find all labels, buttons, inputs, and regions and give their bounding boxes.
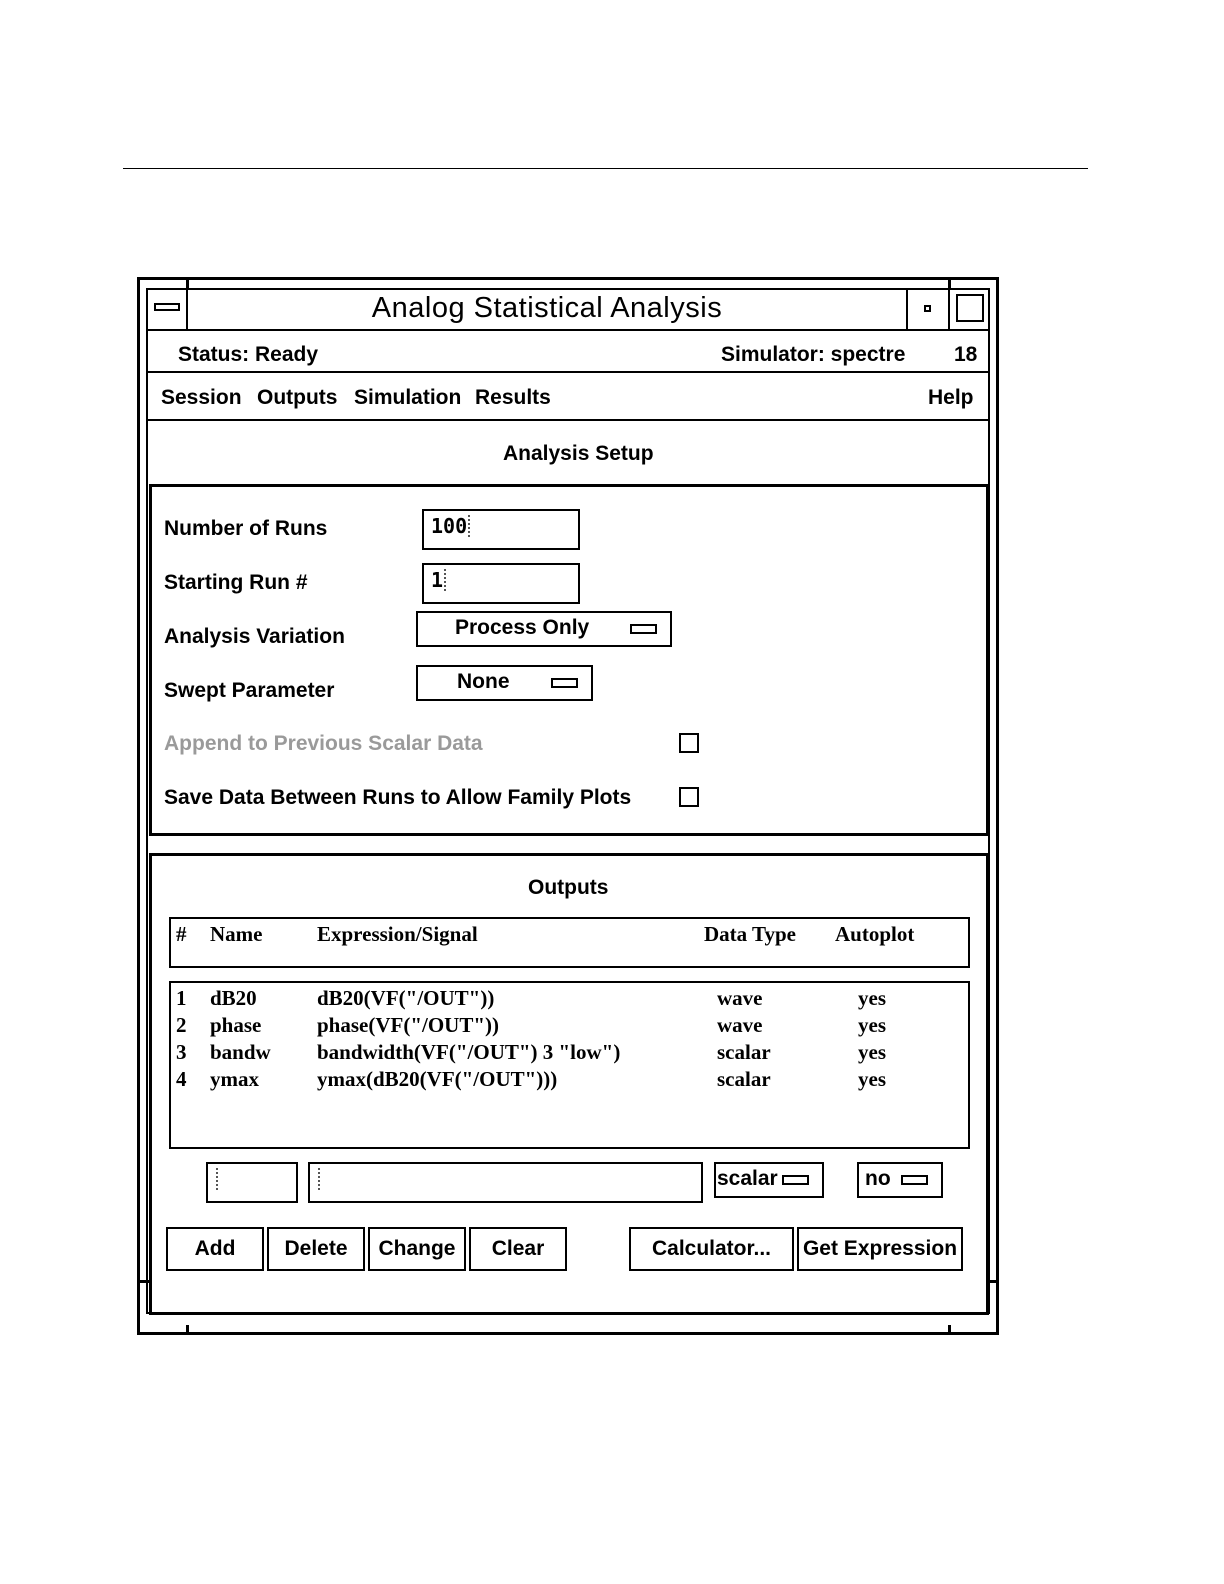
row-data-type: scalar	[717, 1040, 771, 1064]
row-autoplot: yes	[858, 1040, 886, 1064]
change-button[interactable]: Change	[368, 1227, 466, 1271]
number-of-runs-value: 100	[431, 514, 468, 538]
output-expression-input[interactable]	[308, 1162, 703, 1203]
frame-tick	[186, 1325, 189, 1335]
row-num: 3	[176, 1040, 187, 1064]
delete-button[interactable]: Delete	[267, 1227, 365, 1271]
column-header-autoplot: Autoplot	[835, 922, 915, 946]
row-num: 4	[176, 1067, 187, 1091]
swept-parameter-value: None	[457, 670, 510, 693]
analog-statistical-analysis-window	[137, 277, 999, 1335]
column-header-num: #	[176, 922, 187, 946]
row-expression: phase(VF("/OUT"))	[317, 1013, 499, 1037]
row-data-type: scalar	[717, 1067, 771, 1091]
swept-parameter-label: Swept Parameter	[164, 679, 335, 702]
frame-tick	[948, 1325, 951, 1335]
text-caret	[444, 569, 446, 591]
swept-parameter-select[interactable]	[416, 665, 593, 701]
append-scalar-data-label: Append to Previous Scalar Data	[164, 732, 483, 755]
analysis-setup-title: Analysis Setup	[503, 442, 654, 465]
title-bar	[146, 288, 990, 331]
row-data-type: wave	[717, 1013, 763, 1037]
clear-button[interactable]: Clear	[469, 1227, 567, 1271]
column-header-name: Name	[210, 922, 263, 946]
status-text: Status: Ready	[178, 343, 319, 366]
maximize-button[interactable]	[948, 288, 990, 329]
window-menu-icon	[154, 303, 180, 311]
menu-simulation[interactable]: Simulation	[354, 386, 462, 409]
maximize-icon	[956, 294, 984, 322]
row-name: ymax	[210, 1067, 259, 1091]
row-autoplot: yes	[858, 986, 886, 1010]
outputs-list-header	[169, 917, 970, 968]
window-title: Analog Statistical Analysis	[371, 292, 723, 324]
table-row[interactable]	[171, 983, 968, 1010]
menu-outputs[interactable]: Outputs	[257, 386, 338, 409]
option-menu-indicator-icon	[782, 1175, 809, 1185]
row-expression: dB20(VF("/OUT"))	[317, 986, 495, 1010]
row-expression: ymax(dB20(VF("/OUT")))	[317, 1067, 558, 1091]
starting-run-label: Starting Run #	[164, 571, 308, 594]
table-row[interactable]	[171, 1037, 968, 1064]
data-type-value: scalar	[717, 1167, 778, 1190]
row-num: 2	[176, 1013, 187, 1037]
row-num: 1	[176, 986, 187, 1010]
outputs-title: Outputs	[528, 876, 609, 899]
row-autoplot: yes	[858, 1013, 886, 1037]
row-name: dB20	[210, 986, 257, 1010]
starting-run-input[interactable]	[422, 563, 580, 604]
outputs-list[interactable]	[169, 981, 970, 1149]
save-data-checkbox[interactable]	[679, 787, 699, 807]
data-type-select[interactable]	[714, 1162, 824, 1198]
save-data-label: Save Data Between Runs to Allow Family Plots	[164, 786, 632, 809]
starting-run-value: 1	[431, 568, 444, 592]
row-autoplot: yes	[858, 1067, 886, 1091]
row-name: phase	[210, 1013, 262, 1037]
frame-tick	[137, 1280, 149, 1283]
number-of-runs-label: Number of Runs	[164, 517, 328, 540]
autoplot-select[interactable]	[857, 1162, 943, 1198]
menu-results[interactable]: Results	[475, 386, 551, 409]
row-data-type: wave	[717, 986, 763, 1010]
analysis-variation-value: Process Only	[455, 616, 590, 639]
option-menu-indicator-icon	[901, 1175, 928, 1185]
text-caret	[216, 1168, 218, 1190]
page-divider	[123, 168, 1088, 169]
simulator-text: Simulator: spectre	[721, 343, 906, 366]
option-menu-indicator-icon	[630, 624, 657, 634]
status-number: 18	[954, 343, 978, 366]
text-caret	[468, 515, 470, 537]
menu-bar	[146, 373, 990, 421]
option-menu-indicator-icon	[551, 678, 578, 688]
add-button[interactable]: Add	[166, 1227, 264, 1271]
calculator-button[interactable]: Calculator...	[629, 1227, 794, 1271]
number-of-runs-input[interactable]	[422, 509, 580, 550]
outputs-group	[149, 853, 989, 1315]
analysis-setup-group	[149, 484, 989, 836]
menu-session[interactable]: Session	[161, 386, 242, 409]
append-scalar-data-checkbox[interactable]	[679, 733, 699, 753]
table-row[interactable]	[171, 1064, 968, 1091]
column-header-expression: Expression/Signal	[317, 922, 478, 946]
output-name-input[interactable]	[206, 1162, 298, 1203]
text-caret	[318, 1168, 320, 1190]
autoplot-value: no	[865, 1167, 891, 1190]
minimize-button[interactable]	[906, 288, 948, 329]
column-header-data-type: Data Type	[704, 922, 796, 946]
menu-help[interactable]: Help	[928, 386, 974, 409]
status-bar	[146, 331, 990, 373]
row-expression: bandwidth(VF("/OUT") 3 "low")	[317, 1040, 621, 1064]
analysis-variation-label: Analysis Variation	[164, 625, 345, 648]
window-menu-button[interactable]	[146, 288, 188, 329]
analysis-variation-select[interactable]	[416, 611, 672, 647]
table-row[interactable]	[171, 1010, 968, 1037]
minimize-icon	[924, 305, 931, 312]
get-expression-button[interactable]: Get Expression	[797, 1227, 963, 1271]
row-name: bandw	[210, 1040, 271, 1064]
